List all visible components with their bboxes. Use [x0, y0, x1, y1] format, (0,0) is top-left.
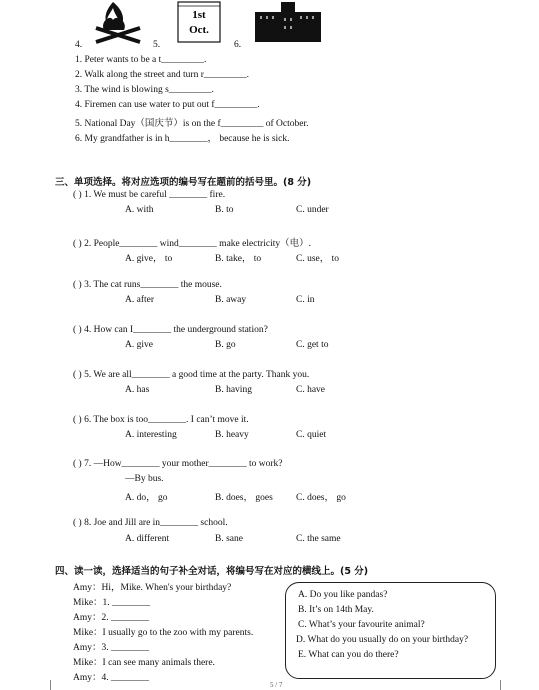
option-c: C. under: [296, 205, 329, 215]
answer-option: A. Do you like pandas?: [298, 590, 388, 600]
corner-mark: [500, 680, 511, 690]
question-text: ( ) 6. The box is too________. I can’t move it.: [73, 415, 249, 425]
picture-number: 4.: [75, 40, 83, 50]
calendar-icon: [178, 2, 220, 42]
dialogue-line: Mike：I can see many animals there.: [73, 658, 215, 668]
picture-row: [0, 0, 539, 54]
sentence-item: 1. Peter wants to be a t_________.: [75, 55, 207, 65]
option-b: B. take， to: [215, 254, 262, 264]
question-text: ( ) 4. How can I________ the underground station?: [73, 325, 268, 335]
question-reply: —By bus.: [125, 474, 164, 484]
option-a: A. with: [125, 205, 154, 215]
section-header: 三、单项选择。将对应选项的编号写在题前的括号里。(8 分): [55, 177, 312, 188]
section-header: 四、读一读，选择适当的句子补全对话，将编号写在对应的横线上。(5 分): [55, 566, 369, 577]
question-text: ( ) 3. The cat runs________ the mouse.: [73, 280, 222, 290]
dialogue-line: Amy：4. ________: [73, 673, 150, 683]
option-b: B. heavy: [215, 430, 249, 440]
corner-mark: [40, 680, 51, 690]
option-b: B. having: [215, 385, 252, 395]
picture-number: 6.: [234, 40, 242, 50]
campfire-icon: [96, 2, 140, 42]
option-a: A. give: [125, 340, 153, 350]
option-a: A. after: [125, 295, 155, 305]
option-b: B. away: [215, 295, 247, 305]
option-c: C. the same: [296, 534, 341, 544]
page-number: 5 / 7: [270, 681, 283, 689]
dialogue-line: Mike：I usually go to the zoo with my parents.: [73, 628, 254, 638]
calendar-line1: 1st: [192, 9, 206, 21]
option-c: C. get to: [296, 340, 329, 350]
question-text: ( ) 5. We are all________ a good time at the party. Thank you.: [73, 370, 310, 380]
option-c: C. have: [296, 385, 326, 395]
answer-options-box: [285, 582, 496, 679]
question-text: ( ) 7. —How________ your mother________ to work?: [73, 459, 283, 469]
answer-option: D. What do you usually do on your birthday?: [296, 635, 469, 645]
answer-option: C. What’s your favourite animal?: [298, 620, 425, 630]
question-text: ( ) 1. We must be careful ________ fire.: [73, 190, 226, 200]
option-a: A. different: [125, 534, 170, 544]
dialogue-line: Amy：Hi，Mike. When's your birthday?: [73, 583, 232, 593]
option-b: B. sane: [215, 534, 243, 544]
sentence-item: 5. National Day（国庆节）is on the f_________ of October.: [75, 119, 309, 129]
option-a: A. has: [125, 385, 150, 395]
picture-number: 5.: [153, 40, 161, 50]
sentence-item: 3. The wind is blowing s_________.: [75, 85, 214, 95]
option-a: A. interesting: [125, 430, 177, 440]
sentence-item: 6. My grandfather is in h________， because he is sick.: [75, 134, 290, 144]
question-text: ( ) 2. People________ wind________ make electricity（电）.: [73, 239, 311, 249]
dialogue-line: Amy：3. ________: [73, 643, 150, 653]
dialogue-line: Amy：2. ________: [73, 613, 150, 623]
option-c: C. use， to: [296, 254, 340, 264]
option-a: A. give， to: [125, 254, 173, 264]
option-b: B. does， goes: [215, 493, 273, 503]
option-c: C. does， go: [296, 493, 346, 503]
question-text: ( ) 8. Joe and Jill are in________ school.: [73, 518, 228, 528]
answer-option: E. What can you do there?: [298, 650, 399, 660]
answer-option: B. It’s on 14th May.: [298, 605, 374, 615]
sentence-item: 2. Walk along the street and turn r_________.: [75, 70, 249, 80]
building-icon: [255, 2, 321, 42]
calendar-line2: Oct.: [189, 24, 209, 36]
option-c: C. in: [296, 295, 315, 305]
option-c: C. quiet: [296, 430, 327, 440]
sentence-item: 4. Firemen can use water to put out f_________.: [75, 100, 260, 110]
dialogue-line: Mike：1. ________: [73, 598, 151, 608]
option-b: B. go: [215, 340, 236, 350]
option-a: A. do， go: [125, 493, 168, 503]
option-b: B. to: [215, 205, 234, 215]
